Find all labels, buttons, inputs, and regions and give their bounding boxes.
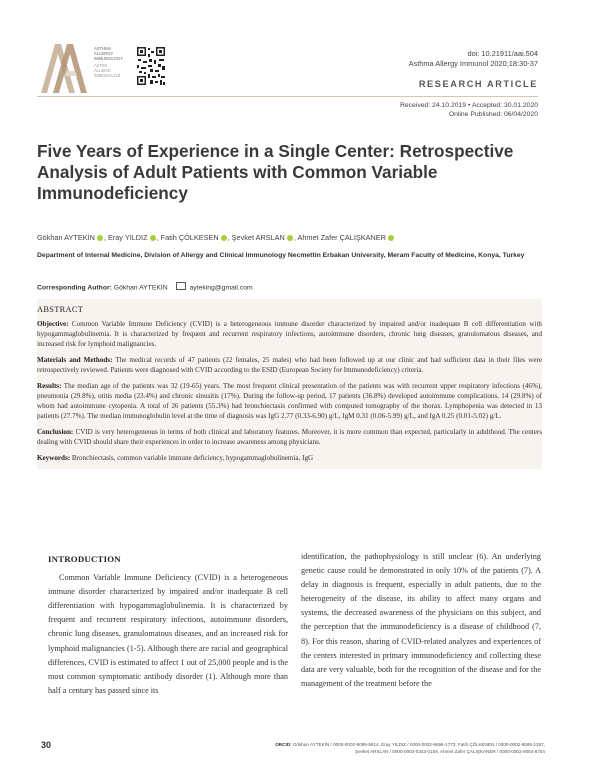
keywords-label: Keywords: [37,454,71,462]
conclusion-label: Conclusion: [37,428,74,436]
objective-label: Objective: [37,320,69,328]
affiliation: Department of Internal Medicine, Division of Allergy and Clinical Immunology Necmettin Erbakan University, Meram Faculty of Medicine, Konya, Turkey [37,252,525,259]
logo-line-2: ALLERGY [94,51,114,56]
orcid-icon[interactable] [97,235,103,241]
orcid-footer [175,741,545,755]
received-accepted-dates: Received: 24.10.2019 • Accepted: 30.01.2020 [399,102,538,109]
abstract-keywords [37,453,542,463]
section-label: RESEARCH ARTICLE [418,79,538,89]
qr-code-icon[interactable] [136,46,166,86]
citation: Asthma Allergy Immunol 2020;18:30-37 [408,59,538,68]
results-label: Results: [37,382,62,390]
orcid-line-2: Şevket ARSLAN / 0000-0003-0343-0159, Ahmet Zafer ÇALIŞKANER / 0000-0002-9084-8704 [355,749,545,754]
corresponding-author [37,282,253,292]
results-text: The median age of the patients was 32 (19-65) years. The most frequent clinical presentation of the patients was with recurrent upper respiratory infections (46%), pneumonia (29.8%), otitis media (23.4%) and chronic sinusitis (17%). During the follow-up period, 17 patients (36.8%) developed autoimmune complications, 14 (29.8%) of whom had autoimmune cytopenia. A total of 26 patients (55.3%) had bronchiectasis confirmed with computed tomography of the thorax. Lymphopenia was detected in 13 patients (27.7%). The median immunoglobulin level at the time of diagnosis was IgG 2.77 (0.33-6.90) g/L, IgM 0.31 (0.06-5.99) g/L, and IgA 0.25 (0.01-5.02) g/L. [37,382,542,420]
abstract-objective [37,319,542,349]
author-name[interactable]: Şevket ARSLAN [231,233,285,242]
corresponding-label: Corresponding Author: [37,284,112,292]
online-published-date: Online Published: 06/04/2020 [448,111,538,118]
abstract-results [37,381,542,421]
orcid-icon[interactable] [287,235,293,241]
body-column-left [48,552,288,698]
logo-sub-1: ASTIM [94,63,107,68]
author-name[interactable]: Gökhan AYTEKİN [37,233,95,242]
author-name[interactable]: Eray YILDIZ [107,233,148,242]
abstract-heading: ABSTRACT [37,305,84,314]
orcid-line-1: Gökhan AYTEKİN / 0000-0002-9089-5914, Eray YILDIZ / 0000-0002-9596-1773, Fatih ÇÖLKESEN / 0000-0002-6595-1267, [292,742,545,747]
orcid-label: ORCID: [275,742,292,747]
introduction-paragraph-continued: identification, the pathophysiology is still unclear (6). An underlying genetic cause could be demonstrated in only 10% of the patients (7). A delay in diagnosis is frequent, especially in adult patients, due to the heterogeneity of the disease, its ability to affect many organs and systems, the decreased awareness of the physicians on this subject, and the perception that the immunodeficiency is a disease of childhood (7, 8). For this reason, sharing of CVID-related analyzes and experiences of the centers interested in primary immunodeficiency and collecting these data are very valuable, both for the recognition of the disease and for the management of the treatment before the [301,552,541,688]
logo-sub-3: IMMÜNOLOJİ [94,73,121,78]
publication-dates [400,101,538,119]
author-name[interactable]: Fatih ÇÖLKESEN [160,233,219,242]
journal-logo [37,38,93,96]
introduction-paragraph: Common Variable Immune Deficiency (CVID) is a heterogeneous immune disorder characterized by impaired and/or inadequate B cell differentiation with hypogammaglobulinemia. It is characterized by frequent and recurrent respiratory infections, autoimmune disorders, chronic lung diseases, granulomatous diseases, and an increased risk for lymphoid malignancies (1-5). Although there are racial and geographical differences, CVID is estimated to affect 1 out of 25,000 people and is the most common symptomatic antibody disorder (1). Although more than half a century has passed since its [48,573,288,695]
article-doi-block [409,49,538,69]
corresponding-name: Gökhan AYTEKİN [113,284,168,292]
methods-label: Materials and Methods: [37,356,113,364]
doi-link[interactable]: doi: 10.21911/aai.504 [467,49,538,58]
author-name[interactable]: Ahmet Zafer ÇALIŞKANER [297,233,386,242]
journal-logo-text [94,46,123,78]
header-divider [37,96,538,97]
corresponding-email[interactable]: ayteking@gmail.com [189,284,253,292]
methods-text: The medical records of 47 patients (22 females, 25 males) who had been followed up at our clinic and had sufficient data in their files were retrospectively reviewed. Patients were diagnosed with CVID according to the ESID (European Society for Immunodeficiency) criteria. [37,356,542,374]
logo-sub-2: ALLERJI [94,68,111,73]
orcid-icon[interactable] [388,235,394,241]
conclusion-text: CVID is very heterogeneous in terms of both clinical and laboratory features. Moreover, it is more common than expected, particularly in adulthood. The centers dealing with CVID should share their experiences in order to increase awareness among physicians. [37,428,542,446]
orcid-icon[interactable] [150,235,156,241]
abstract-section [37,299,542,469]
abstract-conclusion [37,427,542,447]
objective-text: Common Variable Immune Deficiency (CVID) is a heterogeneous immune disorder characterized by impaired and/or inadequate B cell differentiation with hypogammaglobulinemia. It is characterized by frequent and recurrent respiratory infections, autoimmune disorders, chronic lung diseases, granulomatous diseases, and increased risk for lymphoid malignancies. [37,320,542,348]
article-title: Five Years of Experience in a Single Center: Retrospective Analysis of Adult Patients with Common Variable Immunodeficiency [37,141,514,203]
logo-line-3: IMMUNOLOGY [94,56,124,61]
abstract-methods [37,355,542,375]
author-list: Gökhan AYTEKİN , Eray YILDIZ , Fatih ÇÖLKESEN , Şevket ARSLAN , Ahmet Zafer ÇALIŞKANER [37,233,557,242]
email-icon [176,282,186,290]
body-column-right [301,550,541,691]
logo-line-1: ASTHMA [94,46,112,51]
page-number: 30 [41,740,52,750]
keywords-text: Bronchiectasis, common variable immune deficiency, hypogammaglobulinemia, IgG [71,454,314,462]
orcid-icon[interactable] [221,235,227,241]
introduction-heading: INTRODUCTION [48,554,121,564]
